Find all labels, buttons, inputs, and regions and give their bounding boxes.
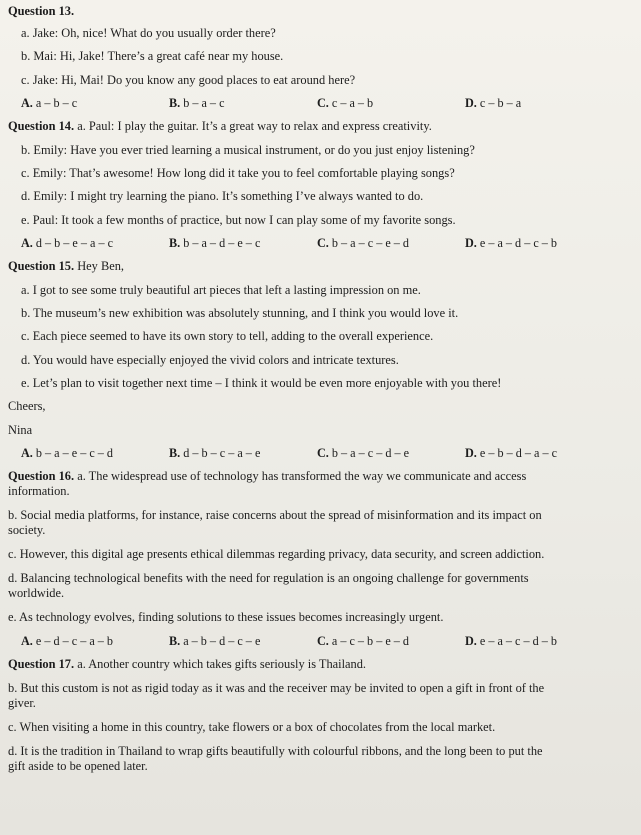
question-17-title: Question 17. <box>8 657 75 672</box>
question-13 <box>8 4 631 111</box>
q14-line-a: a. Paul: I play the guitar. It’s a great way to relax and express creativity. <box>77 119 432 134</box>
q15-line-a: a. I got to see some truly beautiful art pieces that left a lasting impression on me. <box>21 282 421 297</box>
q15-line-b: b. The museum’s new exhibition was absolutely stunning, and I think you would love it. <box>21 305 459 320</box>
q16-option-b[interactable]: B. a – b – d – c – e <box>169 634 261 649</box>
q16-line-b-cont: society. <box>8 523 46 538</box>
q16-option-d[interactable]: D. e – a – c – d – b <box>465 634 558 649</box>
q14-option-d[interactable]: D. e – a – d – c – b <box>465 236 558 251</box>
q17-line-c: c. When visiting a home in this country, take flowers or a box of chocolates from the local market. <box>8 720 496 735</box>
q15-greeting: Hey Ben, <box>77 259 125 274</box>
q13-line-a: a. Jake: Oh, nice! What do you usually order there? <box>21 26 276 40</box>
q16-option-a[interactable]: A. e – d – c – a – b <box>21 634 114 649</box>
q13-option-c[interactable]: C. c – a – b <box>317 96 374 111</box>
q13-line-b: b. Mai: Hi, Jake! There’s a great café near my house. <box>21 49 284 64</box>
question-15-title: Question 15. <box>8 259 75 274</box>
q17-line-d-cont: gift aside to be opened later. <box>8 759 148 774</box>
q14-line-c: c. Emily: That’s awesome! How long did it take you to feel comfortable playing songs? <box>21 165 455 180</box>
q14-line-e: e. Paul: It took a few months of practice, but now I can play some of my favorite songs. <box>21 212 456 227</box>
q14-option-a[interactable]: A. d – b – e – a – c <box>21 236 114 251</box>
q15-first-line <box>8 259 631 274</box>
q16-options <box>8 634 631 649</box>
q13-option-b[interactable]: B. b – a – c <box>169 96 225 111</box>
question-13-title: Question 13. <box>8 4 75 18</box>
question-15 <box>8 259 631 461</box>
q17-line-b: b. But this custom is not as rigid today as it was and the receiver may be invited to open a gift in front of the <box>8 681 545 696</box>
q16-line-d-cont: worldwide. <box>8 586 65 601</box>
q15-options <box>8 446 631 461</box>
q15-line-e: e. Let’s plan to visit together next time – I think it would be even more enjoyable with you there! <box>21 376 502 391</box>
q17-line-d: d. It is the tradition in Thailand to wrap gifts beautifully with colourful ribbons, and the long been to put the <box>8 744 543 759</box>
q13-line-c: c. Jake: Hi, Mai! Do you know any good places to eat around here? <box>21 72 356 87</box>
q14-options <box>8 236 631 251</box>
q16-line-e: e. As technology evolves, finding solutions to these issues becomes increasingly urgent. <box>8 610 444 625</box>
question-14-title: Question 14. <box>8 119 75 134</box>
q15-option-d[interactable]: D. e – b – d – a – c <box>465 446 558 461</box>
q16-line-b: b. Social media platforms, for instance, raise concerns about the spread of misinformation and its impact on <box>8 508 542 523</box>
q15-option-c[interactable]: C. b – a – c – d – e <box>317 446 410 461</box>
q15-option-b[interactable]: B. d – b – c – a – e <box>169 446 261 461</box>
q16-option-c[interactable]: C. a – c – b – e – d <box>317 634 410 649</box>
question-16-title: Question 16. <box>8 469 75 484</box>
q14-option-b[interactable]: B. b – a – d – e – c <box>169 236 261 251</box>
q14-line-b: b. Emily: Have you ever tried learning a musical instrument, or do you just enjoy listening? <box>21 142 475 157</box>
q15-option-a[interactable]: A. b – a – e – c – d <box>21 446 114 461</box>
q16-line-c: c. However, this digital age presents ethical dilemmas regarding privacy, data security, and screen addiction. <box>8 547 545 562</box>
q15-closing: Cheers, <box>8 399 46 414</box>
q17-line-b-cont: giver. <box>8 696 36 711</box>
q13-options <box>8 96 631 111</box>
q16-first-line <box>8 469 631 484</box>
q13-option-d[interactable]: D. c – b – a <box>465 96 522 111</box>
q14-line-d: d. Emily: I might try learning the piano. It’s something I’ve always wanted to do. <box>21 189 424 204</box>
q15-line-c: c. Each piece seemed to have its own story to tell, adding to the overall experience. <box>21 329 434 344</box>
q13-option-a[interactable]: A. a – b – c <box>21 96 78 111</box>
q14-first-line <box>8 119 631 134</box>
question-17 <box>8 657 631 774</box>
q14-option-c[interactable]: C. b – a – c – e – d <box>317 236 410 251</box>
q17-line-a: a. Another country which takes gifts seriously is Thailand. <box>77 657 367 672</box>
q17-first-line <box>8 657 631 672</box>
q15-line-d: d. You would have especially enjoyed the vivid colors and intricate textures. <box>21 352 399 367</box>
q16-line-d: d. Balancing technological benefits with the need for regulation is an ongoing challenge for governments <box>8 571 529 586</box>
question-16 <box>8 469 631 649</box>
question-14 <box>8 119 631 251</box>
q16-line-a: a. The widespread use of technology has transformed the way we communicate and access <box>77 469 527 484</box>
q15-signature: Nina <box>8 422 33 437</box>
q16-line-a-cont: information. <box>8 484 70 499</box>
